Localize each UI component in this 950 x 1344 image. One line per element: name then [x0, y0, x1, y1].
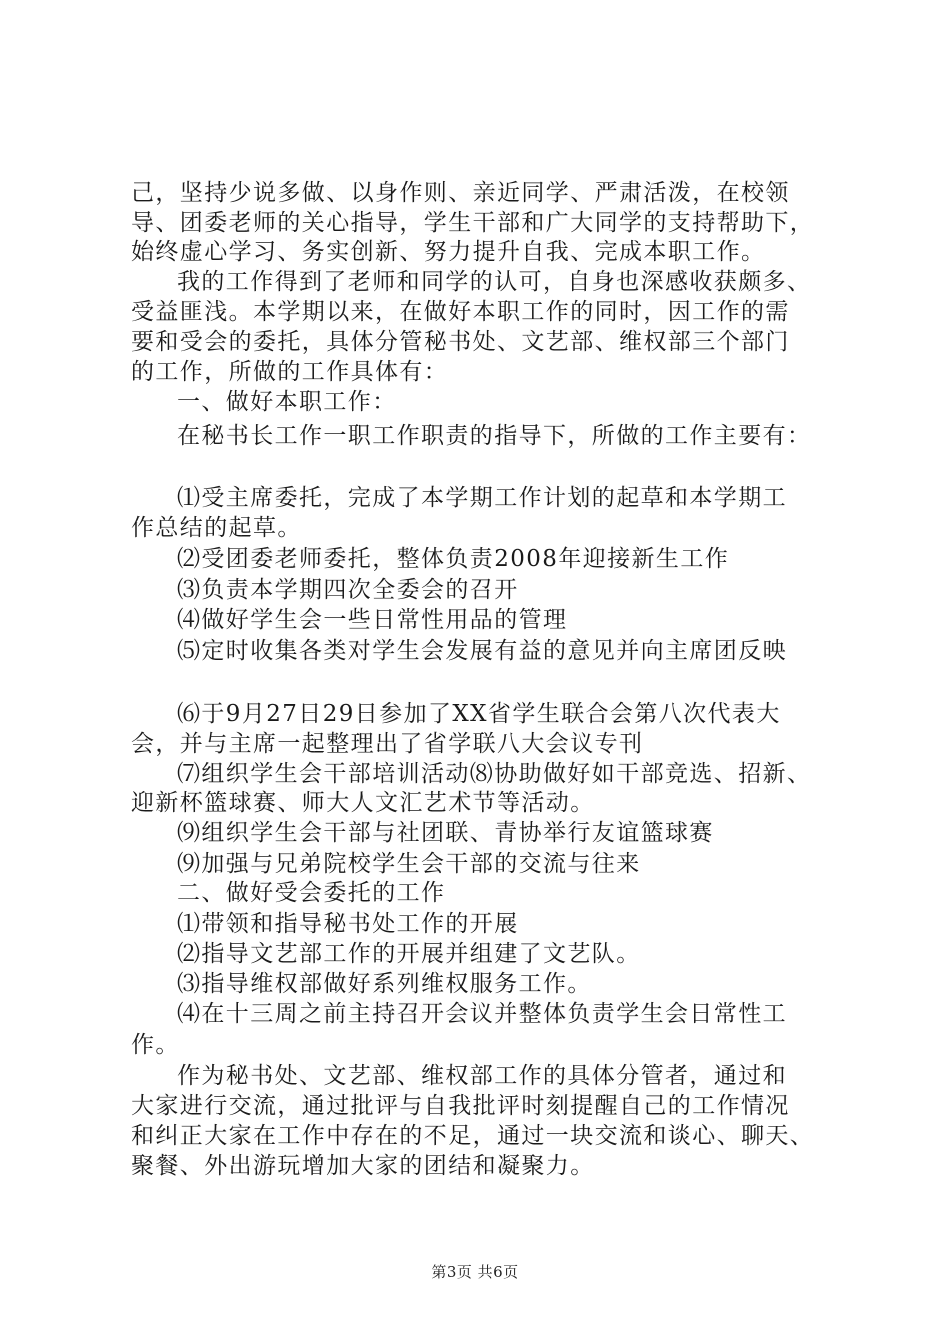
text-line: 大家进行交流，通过批评与自我批评时刻提醒自己的工作情况: [131, 1093, 790, 1119]
list-item: ⑸定时收集各类对学生会发展有益的意见并向主席团反映: [177, 638, 787, 664]
list-item: ⑵受团委老师委托，整体负责2008年迎接新生工作: [177, 546, 730, 572]
list-item: ⑶指导维权部做好系列维权服务工作。: [177, 971, 592, 997]
text-line: 我的工作得到了老师和同学的认可，自身也深感收获颇多、: [177, 269, 812, 295]
text-line: 始终虚心学习、务实创新、努力提升自我、完成本职工作。: [131, 239, 766, 265]
list-item: 作总结的起草。: [131, 515, 302, 541]
section-heading: 二、做好受会委托的工作: [177, 880, 446, 906]
list-item: ⑺组织学生会干部培训活动⑻协助做好如干部竞选、招新、: [177, 761, 812, 787]
section-heading: 一、做好本职工作：: [177, 389, 397, 415]
text-line: 的工作，所做的工作具体有：: [131, 359, 449, 385]
list-item: ⑴受主席委托，完成了本学期工作计划的起草和本学期工: [177, 485, 787, 511]
text-line: 作为秘书处、文艺部、维权部工作的具体分管者，通过和: [177, 1063, 787, 1089]
list-item: 迎新杯篮球赛、师大人文汇艺术节等活动。: [131, 790, 595, 816]
text-line: 导、团委老师的关心指导，学生干部和广大同学的支持帮助下，: [131, 210, 815, 236]
text-line: 和纠正大家在工作中存在的不足，通过一块交流和谈心、聊天、: [131, 1123, 815, 1149]
page-number-footer: 第3页 共6页: [431, 1263, 519, 1281]
text-line: 在秘书长工作一职工作职责的指导下，所做的工作主要有：: [177, 423, 812, 449]
list-item: ⑷做好学生会一些日常性用品的管理: [177, 607, 568, 633]
list-item: ⑵指导文艺部工作的开展并组建了文艺队。: [177, 941, 641, 967]
list-item: ⑼加强与兄弟院校学生会干部的交流与往来: [177, 851, 641, 877]
list-item: ⑼组织学生会干部与社团联、青协举行友谊篮球赛: [177, 820, 714, 846]
list-item: ⑴带领和指导秘书处工作的开展: [177, 911, 519, 937]
list-item: ⑹于9月27日29日参加了XX省学生联合会第八次代表大: [177, 701, 781, 727]
text-line: 己，坚持少说多做、以身作则、亲近同学、严肃活泼，在校领: [131, 180, 790, 206]
text-line: 要和受会的委托，具体分管秘书处、文艺部、维权部三个部门: [131, 329, 790, 355]
text-line: 聚餐、外出游玩增加大家的团结和凝聚力。: [131, 1153, 595, 1179]
list-item: 会，并与主席一起整理出了省学联八大会议专刊: [131, 731, 644, 757]
list-item: 作。: [131, 1032, 180, 1058]
text-line: 受益匪浅。本学期以来，在做好本职工作的同时，因工作的需: [131, 299, 790, 325]
list-item: ⑷在十三周之前主持召开会议并整体负责学生会日常性工: [177, 1001, 787, 1027]
list-item: ⑶负责本学期四次全委会的召开: [177, 577, 519, 603]
